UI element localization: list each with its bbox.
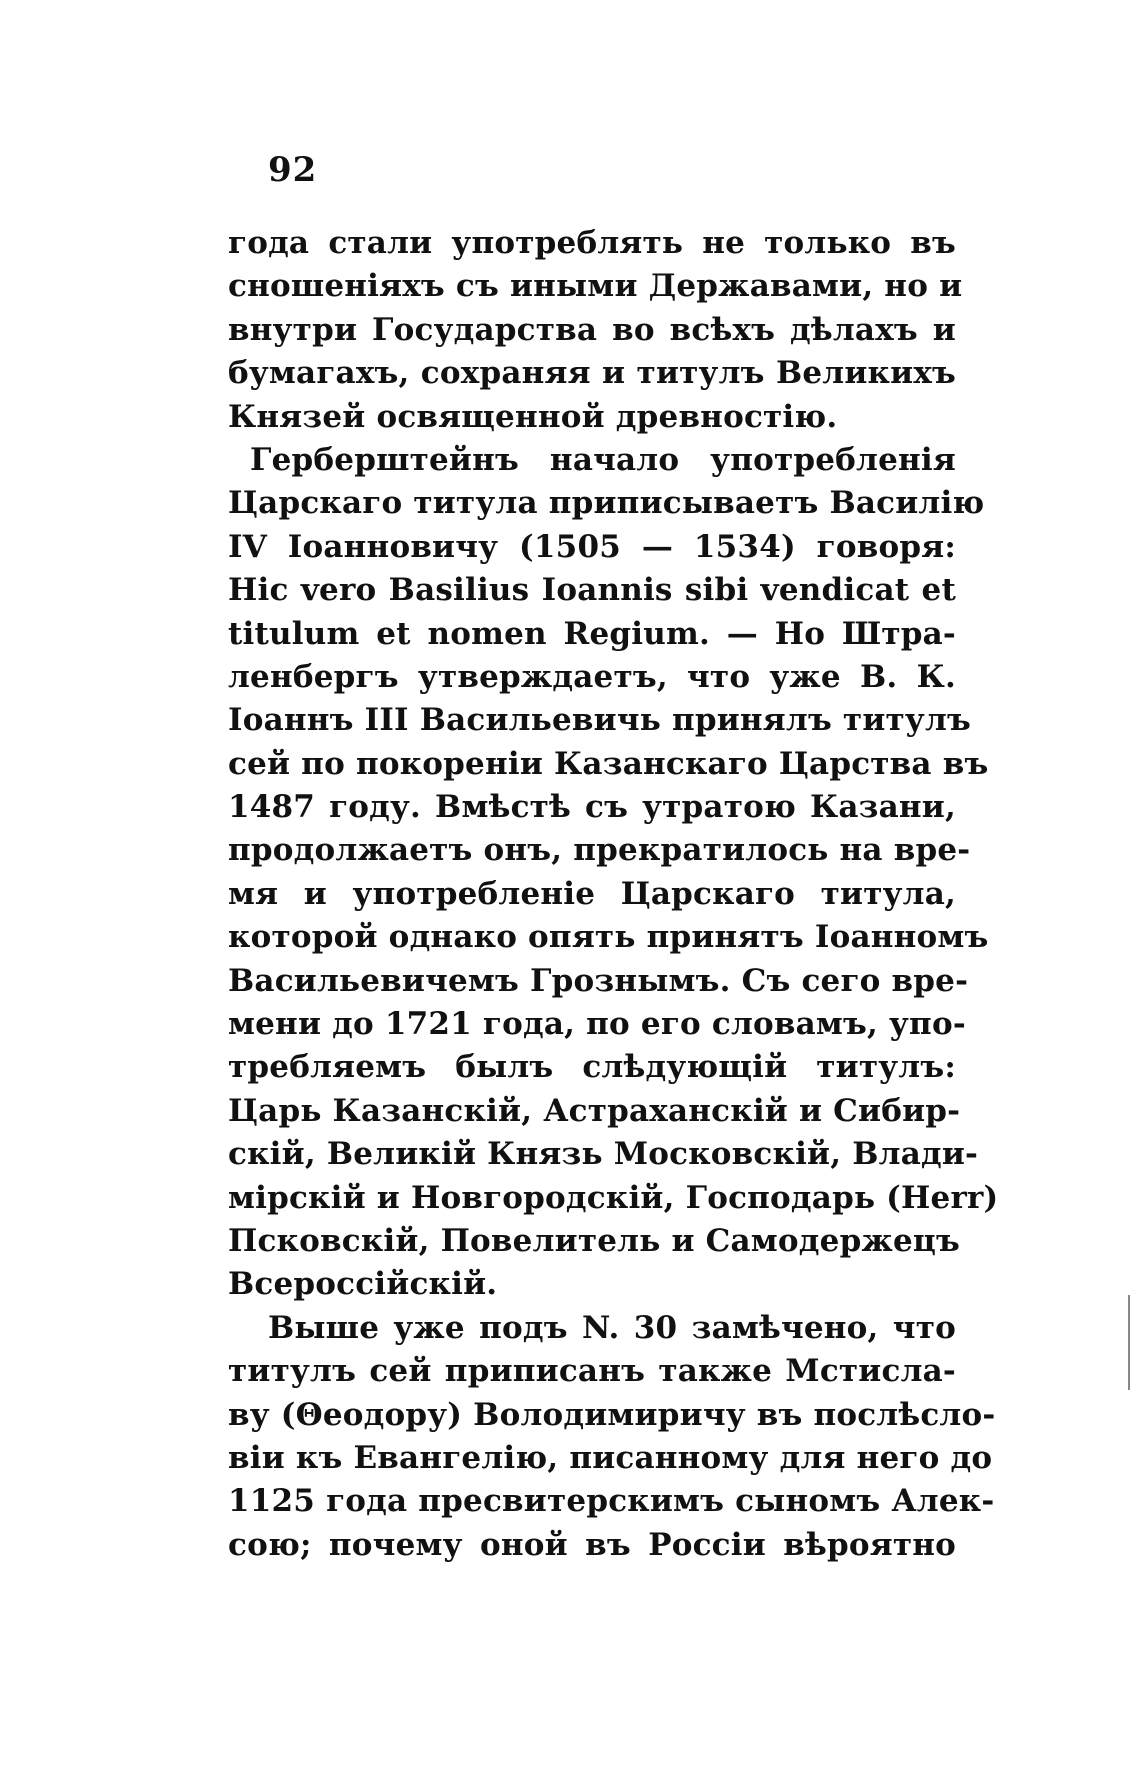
text-line: мя и употребленіе Царскаго титула, (228, 875, 956, 912)
text-line: Царскаго титула приписываетъ Василію (228, 485, 985, 522)
text-line: Васильевичемъ Грознымъ. Съ сего вре- (228, 962, 969, 999)
text-line: внутри Государства во всѣхъ дѣлахъ и (228, 311, 956, 348)
page-number: 92 (268, 150, 318, 190)
text-line: скій, Великій Князь Московскій, Влади- (228, 1136, 979, 1173)
text-line: Герберштейнъ начало употребленія (250, 441, 956, 478)
text-line: Іоаннъ III Васильевичь принялъ титулъ (228, 702, 972, 739)
text-line: сношеніяхъ съ иными Державами, но и (228, 268, 963, 305)
body-text (228, 222, 999, 1567)
text-line: titulum et nomen Regium. — Но Штра- (228, 615, 956, 652)
text-line: віи къ Евангелію, писанному для него до (228, 1439, 993, 1476)
text-line: IV Іоанновичу (1505 — 1534) говоря: (228, 528, 956, 565)
text-line: мірскій и Новгородскій, Господарь (Herr) (228, 1179, 999, 1216)
text-line: года стали употреблять не только въ (228, 225, 956, 261)
text-line: Царь Казанскій, Астраханскій и Сибир- (228, 1092, 961, 1129)
text-line: которой однако опять принятъ Іоанномъ (228, 919, 989, 956)
text-line: ву (Θеодору) Володимиричу въ послѣсло- (228, 1396, 996, 1433)
text-line: сей по покореніи Казанскаго Царства въ (228, 745, 989, 782)
text-line: ленбергъ утверждаетъ, что уже В. К. (228, 658, 956, 695)
text-line: Псковскій, Повелитель и Самодержецъ (228, 1222, 960, 1259)
text-line: мени до 1721 года, по его словамъ, упо- (228, 1006, 966, 1043)
text-line: Выше уже подъ N. 30 замѣчено, что (268, 1309, 956, 1346)
text-line: Князей освященной древностію. (228, 398, 838, 435)
text-line: продолжаетъ онъ, прекратилось на вре- (228, 832, 971, 869)
text-line: 1487 году. Вмѣстѣ съ утратою Казани, (228, 789, 956, 826)
text-line: требляемъ былъ слѣдующій титулъ: (228, 1049, 956, 1086)
text-line: 1125 года пресвитерскимъ сыномъ Алек- (228, 1483, 995, 1520)
scan-margin-mark (1128, 1295, 1130, 1390)
text-line: титулъ сей приписанъ также Мстисла- (228, 1353, 956, 1390)
text-line: сою; почему оной въ Россіи вѣроятно (228, 1526, 956, 1563)
text-line: Всероссійскій. (228, 1266, 498, 1303)
text-line: бумагахъ, сохраняя и титулъ Великихъ (228, 355, 956, 392)
text-line: Hic vero Basilius Ioannis sibi vendicat et (228, 572, 956, 609)
